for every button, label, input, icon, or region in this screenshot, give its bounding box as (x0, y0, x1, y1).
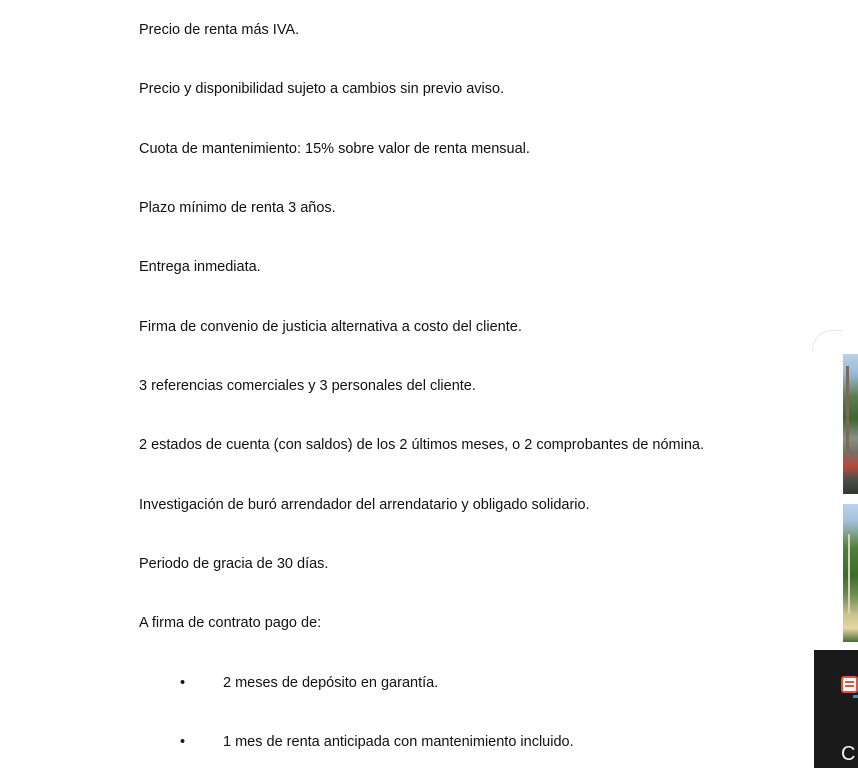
line-immediate-delivery: Entrega inmediata. (139, 259, 261, 275)
line-references: 3 referencias comerciales y 3 personales del cliente. (139, 378, 476, 394)
side-panel (812, 330, 858, 768)
line-availability: Precio y disponibilidad sujeto a cambios sin previo aviso. (139, 81, 505, 97)
line-price-iva: Precio de renta más IVA. (139, 22, 300, 38)
bullet-icon: • (180, 734, 186, 750)
bullet-text-deposit: 2 meses de depósito en garantía. (223, 675, 439, 691)
line-credit-investigation: Investigación de buró arrendador del arrendatario y obligado solidario. (139, 497, 590, 513)
line-minimum-term: Plazo mínimo de renta 3 años. (139, 200, 336, 216)
property-photo-thumbnail[interactable] (843, 354, 858, 494)
dark-overlay-panel[interactable] (814, 650, 858, 768)
property-photo-thumbnail[interactable] (843, 504, 858, 642)
line-bank-statements: 2 estados de cuenta (con saldos) de los 2 últimos meses, o 2 comprobantes de nómina. (139, 437, 705, 453)
line-justice-agreement: Firma de convenio de justicia alternativa a costo del cliente. (139, 319, 522, 335)
line-maintenance-fee: Cuota de mantenimiento: 15% sobre valor de renta mensual. (139, 141, 530, 157)
icon-accent (853, 695, 858, 698)
bullet-icon: • (180, 675, 186, 691)
panel-label: C (841, 743, 856, 765)
bullet-text-advance-rent: 1 mes de renta anticipada con mantenimiento incluido. (223, 734, 574, 750)
line-contract-payment: A firma de contrato pago de: (139, 615, 322, 631)
line-grace-period: Periodo de gracia de 30 días. (139, 556, 329, 572)
panel-divider-curve (812, 330, 843, 351)
calendar-icon[interactable] (841, 676, 858, 693)
